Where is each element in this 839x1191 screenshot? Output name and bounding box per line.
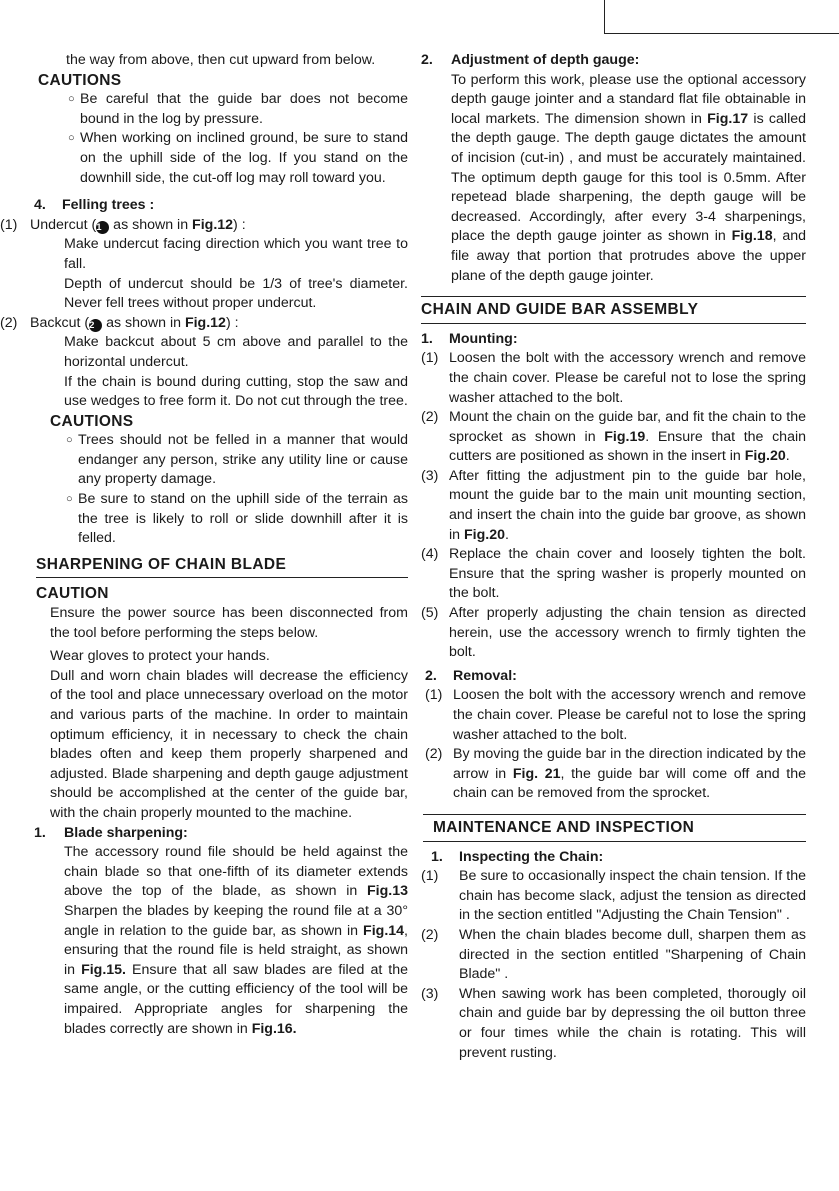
cautions-title-2: CAUTIONS [50,412,134,430]
depth-gauge-text: To perform this work, please use the optional accessory depth gauge jointer and a standard flat file obtainable in local markets. The dimension shown in Fig.17 is called the depth gauge. The depth gauge dictates the amount of incision (cut-in) , and must be accurately maintained. The optimum depth gauge for this tool is 0.5mm. After repetead blade sharpening, the depth gauge will be decreased. Accordingly, after every 3-4 sharpenings, place the depth gauge jointer as shown in Fig.18, and file away that portion that protrudes above the upper plane of the depth gauge jointer. [451,71,807,284]
backcut-item: (2) Backcut (2 as shown in Fig.12) : [0,314,239,331]
inspect-title: Inspecting the Chain: [459,848,604,865]
circled-number-icon: 2 [89,319,102,332]
assembly-heading: CHAIN AND GUIDE BAR ASSEMBLY [421,296,806,324]
list-item: (3) After fitting the adjustment pin to the guide bar hole, mount the guide bar to the main unit mounting section, and insert the chain into the guide bar groove, as shown in Fig.20. [421,467,806,543]
list-item: (2) Mount the chain on the guide bar, and fit the chain to the sprocket as shown in Fig.19. Ensure that the chain cutters are positioned as shown in the insert in Fig.20. [421,409,806,465]
felling-title: Felling trees : [62,197,155,214]
removal-section: 2. Removal: (1) Loosen the bolt with the accessory wrench and remove the chain cover. Please be careful not to lose the spring washer attached to the bolt. (2) By moving the guide bar in the direction indicated by the arrow in Fig. 21, the guide bar will come off and the chain can be removed from the sprocket. [421,667,806,804]
list-item: (1) Loosen the bolt with the accessory wrench and remove the chain cover. Please be careful not to lose the spring washer attached to the bolt. [421,350,806,406]
list-item: (1) Be sure to occasionally inspect the chain tension. If the chain has become slack, adjust the tension as directed in the section entitled "Adjusting the Chain Tension" . [421,868,806,924]
list-item: ○ Be careful that the guide bar does not become bound in the log by pressure. [68,90,408,129]
left-column [0,51,409,1039]
list-item: (1) Loosen the bolt with the accessory wrench and remove the chain cover. Please be careful not to lose the spring washer attached to the bolt. [425,687,806,743]
list-item: (2) When the chain blades become dull, sharpen them as directed in the section entitled "Sharpening of Chain Blade" . [421,926,806,983]
undercut-item: (1) Undercut (1 as shown in Fig.12) : [0,216,246,233]
felling-section: 4. Felling trees : (1) Undercut (1 as shown in Fig.12) : Make undercut facing direction which you want tree to fall. Depth of undercut should be 1/3 of tree's diameter. Never fell trees without proper undercut. (2) Backcut (2 as shown in Fig.12) : Make backcut about 5 cm above and parallel to the horizontal undercut. If the chain is bound during cutting, stop the saw and use wedges to free form it. Do not cut through the tree. [0,197,408,410]
bullet-icon: ○ [66,493,73,506]
depth-gauge-title: Adjustment of depth gauge: [451,52,640,68]
page-number-box [604,0,839,34]
caution-body: Ensure the power source has been disconnected from the tool before performing the steps below. Wear gloves to protect your hands. Dull and worn chain blades will decrease the efficiency of the tool and place unnecessary overload on the motor and various parts of the machine. In order to maintain optimum efficiency, it in necessary to check the chain blades often and keep them properly sharpened and adjusted. Blade sharpening and depth gauge adjustment should be accomplished at the center of the guide bar, with the chain properly mounted to the machine. [50,605,408,821]
right-column [421,51,806,1063]
circled-number-icon: 1 [96,221,109,234]
cautions-title: CAUTIONS [38,71,122,89]
list-item: (2) By moving the guide bar in the direction indicated by the arrow in Fig. 21, the guide bar will come off and the chain can be removed from the sprocket. [425,746,806,802]
inspect-section: 1. Inspecting the Chain: (1) Be sure to occasionally inspect the chain tension. If the chain has become slack, adjust the tension as directed in the section entitled "Adjusting the Chain Tension" . (2) When the chain blades become dull, sharpen them as directed in the section entitled "Sharpening of Chain Blade" . (3) When sawing work has been completed, thorougly oil chain and guide bar by depressing the oil button three or four times while the chain is rotating. This will prevent rusting. [421,848,806,1064]
list-item: ○ Trees should not be felled in a manner that would endanger any person, strike any utility line or cause any property damage. [66,431,408,490]
mounting-title: Mounting: [449,330,518,347]
depth-gauge-section: 2. Adjustment of depth gauge: To perform this work, please use the optional accessory depth gauge jointer and a standard flat file obtainable in local markets. The dimension shown in Fig.17 is called the depth gauge. The depth gauge dictates the amount of incision (cut-in) , and must be accurately maintained. The optimum depth gauge for this tool is 0.5mm. After repetead blade sharpening, the depth gauge will be decreased. Accordingly, after every 3-4 sharpenings, place the depth gauge jointer as shown in Fig.18, and file away that portion that protrudes above the upper plane of the depth gauge jointer. [421,51,806,286]
bullet-icon: ○ [68,132,75,145]
list-item: (5) After properly adjusting the chain tension as directed herein, use the accessory wrench to firmly tighten the bolt. [421,605,806,661]
caution-title: CAUTION [36,585,109,603]
sharpening-heading: SHARPENING OF CHAIN BLADE [36,555,408,579]
list-item: (3) When sawing work has been completed, thorougly oil chain and guide bar by depressing the oil button three or four times while the chain is rotating. This will prevent rusting. [421,985,806,1061]
maintenance-heading: MAINTENANCE AND INSPECTION [423,814,806,842]
blade-sharpening-section: 1. Blade sharpening: The accessory round file should be held against the chain blade so that one-fifth of its diameter extends above the top of the blade, as shown in Fig.13 Sharpen the blades by keeping the round file at a 30° angle in relation to the guide bar, as shown in Fig.14, ensuring that the round file is held straight, as shown in Fig.15. Ensure that all saw blades are filed at the same angle, or the cutting efficiency of the tool will be impaired. Appropriate angles for sharpening the blades correctly are shown in Fig.16. [34,824,408,1040]
list-item: (4) Replace the chain cover and loosely tighten the bolt. Ensure that the spring washer is properly mounted on the bolt. [421,546,806,602]
bullet-icon: ○ [66,434,73,447]
intro-text: the way from above, then cut upward from below. [66,52,376,68]
list-item: ○ When working on inclined ground, be sure to stand on the uphill side of the log. If you stand on the downhill side, the cut-off log may roll toward you. [68,129,408,188]
cautions-list [34,90,408,188]
mounting-section: 1. Mounting: (1) Loosen the bolt with the accessory wrench and remove the chain cover. Please be careful not to lose the spring washer attached to the bolt. (2) Mount the chain on the guide bar, and fit the chain to the sprocket as shown in Fig.19. Ensure that the chain cutters are positioned as shown in the insert in Fig.20. (3) After fitting the adjustment pin to the guide bar hole, mount the guide bar to the main unit mounting section, and insert the chain into the guide bar groove, as shown in Fig.20. (4) Replace the chain cover and loosely tighten the bolt. Ensure that the spring washer is properly mounted on the bolt. (5) After properly adjusting the chain tension as directed herein, use the accessory wrench to firmly tighten the bolt. [421,330,806,663]
bullet-icon: ○ [68,93,75,106]
list-item: ○ Be sure to stand on the uphill side of the terrain as the tree is likely to roll or slide downhill after it is felled. [66,490,408,549]
blade-sharpening-title: Blade sharpening: [64,824,188,841]
removal-title: Removal: [453,667,517,684]
cautions-list-2 [34,431,408,549]
blade-sharpening-text: The accessory round file should be held against the chain blade so that one-fifth of its diameter extends above the top of the blade, as shown in Fig.13 Sharpen the blades by keeping the round file at a 30° angle in relation to the guide bar, as shown in Fig.14, ensuring that the round file is held straight, as shown in Fig.15. Ensure that all saw blades are filed at the same angle, or the cutting efficiency of the tool will be impaired. Appropriate angles for sharpening the blades correctly are shown in Fig.16. [64,844,409,1037]
